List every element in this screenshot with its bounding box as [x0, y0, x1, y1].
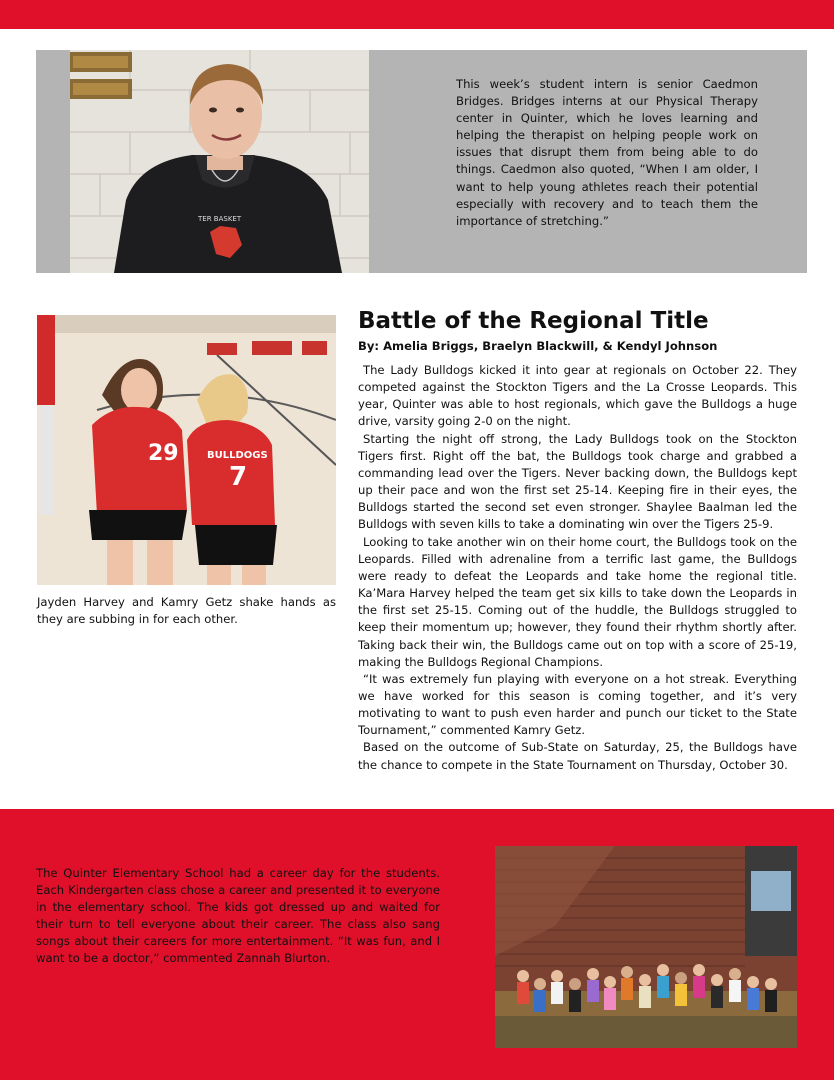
jersey-number-right: 7 — [229, 462, 248, 492]
career-day-text: The Quinter Elementary School had a career day for the students. Each Kindergarten class chose a career and presented it to everyone in the elementary school. The kids got dressed up and waited for their turn to tell everyone about their career. The class also sang songs about their careers for more entertainment. “It was fun, and I want to be a doctor,” commented Zannah Blurton. — [36, 866, 440, 966]
article-paragraph: Based on the outcome of Sub-State on Saturday, 25, the Bulldogs have the chance to compete in the State Tournament on Thursday, October 30. — [358, 740, 797, 772]
article-paragraph: “It was extremely fun playing with everyone on a hot streak. Everything we have worked for this season is coming together, and it’s very motivating to want to push even harder and punch our ticket to the State Tournament,” commented Kamry Getz. — [358, 671, 797, 738]
jersey-text-right: BULLDOGS — [207, 450, 268, 461]
intern-feature-box — [36, 50, 807, 273]
article-paragraph: Looking to take another win on their home court, the Bulldogs took on the Leopards. Filled with adrenaline from a terrific last game, the Bulldogs were ready to defeat the Leopards and take home the regional title. Ka’Mara Harvey helped the team get six kills to take down the Leopards in the first set 25-15. Coming out of the huddle, the Bulldogs struggled to keep their momentum up; however, they found their rhythm shortly after. Taking back their win, the Bulldogs came out on top with a score of 25-19, making the Bulldogs Regional Champions. — [358, 534, 797, 669]
career-day-section — [0, 809, 834, 1080]
intern-shirt-text: TER BASKET — [198, 215, 242, 223]
article-paragraph: The Lady Bulldogs kicked it into gear at regionals on October 22. They competed against the Stockton Tigers and the La Crosse Leopards. This year, Quinter was able to host regionals, which gave the Bulldogs a huge drive, varsity going 2-0 on the night. — [358, 363, 797, 429]
top-red-bar — [0, 0, 834, 29]
intern-photo — [70, 50, 369, 273]
article-byline: By: Amelia Briggs, Braelyn Blackwill, & Kendyl Johnson — [358, 339, 718, 353]
jersey-number-left: 29 — [148, 441, 179, 466]
volleyball-photo — [37, 315, 336, 585]
intern-story-text: This week’s student intern is senior Caedmon Bridges. Bridges interns at our Physical Therapy center in Quinter, which he loves learning and helping the therapist on helping people work on issues that disrupt them from being able to do things. Caedmon also quoted, “When I am older, I want to help young athletes reach their potential especially with recovery and to teach them the importance of stretching.” — [456, 77, 758, 228]
article-paragraph: Starting the night off strong, the Lady Bulldogs took on the Stockton Tigers first. Right off the bat, the Bulldogs took charge and grabbed a commanding lead over the Tigers. Never backing down, the Bulldogs kept up their pace and won the first set 25-14. Keeping fire in their eyes, the Bulldogs started the second set even stronger. Shaylee Baalman led the Bulldogs with seven kills to take a dominating win over the Tigers 25-9. — [358, 431, 797, 532]
article-headline: Battle of the Regional Title — [358, 308, 709, 334]
volleyball-photo-caption: Jayden Harvey and Kamry Getz shake hands as they are subbing in for each other. — [37, 595, 336, 626]
regional-title-article — [358, 306, 797, 774]
career-day-photo — [495, 846, 797, 1048]
